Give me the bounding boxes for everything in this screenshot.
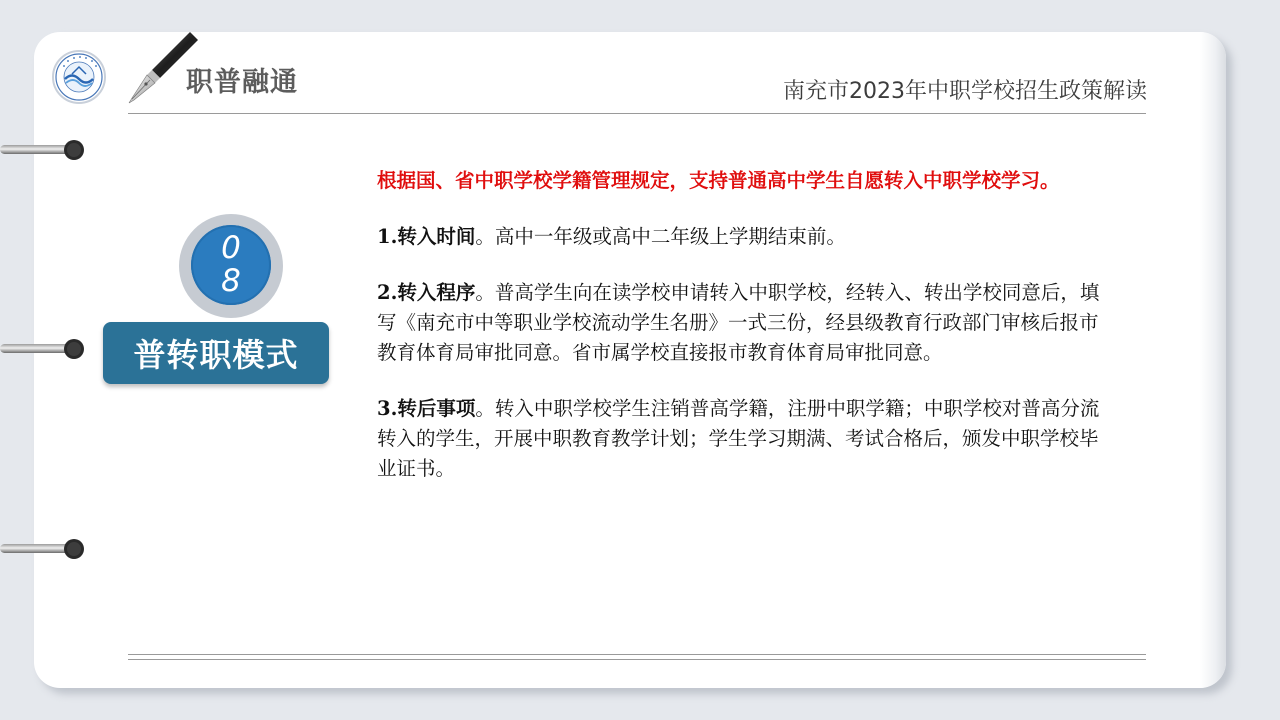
policy-item xyxy=(377,222,1117,252)
header-divider xyxy=(128,113,1146,114)
policy-item-text: 。转入中职学校学生注销普高学籍，注册中职学籍；中职学校对普高分流转入的学生，开展中职教育教学计划；学生学习期满、考试合格后，颁发中职学校毕业证书。 xyxy=(377,397,1100,480)
section-number xyxy=(191,225,271,305)
policy-item-text: 。普高学生向在读学校申请转入中职学校，经转入、转出学校同意后，填写《南充市中等职业学校流动学生名册》一式三份，经县级教育行政部门审核后报市教育体育局审批同意。省市属学校直接报市教育体育局审批同意。 xyxy=(377,281,1100,364)
mode-label: 普转职模式 xyxy=(103,322,329,384)
policy-item xyxy=(377,278,1117,368)
footer-divider xyxy=(128,654,1146,660)
policy-item-heading: 2.转入程序 xyxy=(377,281,476,304)
header-subtitle: 南充市2023年中职学校招生政策解读 xyxy=(783,79,1147,104)
school-logo-icon xyxy=(52,50,106,104)
binder-ring-icon xyxy=(0,535,90,565)
section-number-bottom: 8 xyxy=(221,263,241,299)
binder-ring-icon xyxy=(0,335,90,365)
policy-item-heading: 3.转后事项 xyxy=(377,397,476,420)
policy-item xyxy=(377,394,1117,484)
header-title: 职普融通 xyxy=(186,67,298,98)
binder-ring-icon xyxy=(0,136,90,166)
content-block xyxy=(377,166,1137,510)
policy-item-text: 。高中一年级或高中二年级上学期结束前。 xyxy=(475,225,846,248)
section-number-top: 0 xyxy=(221,230,241,266)
page-edge xyxy=(1200,32,1226,688)
intro-text: 根据国、省中职学校学籍管理规定，支持普通高中学生自愿转入中职学校学习。 xyxy=(377,169,1060,192)
policy-item-heading: 1.转入时间 xyxy=(377,225,476,248)
